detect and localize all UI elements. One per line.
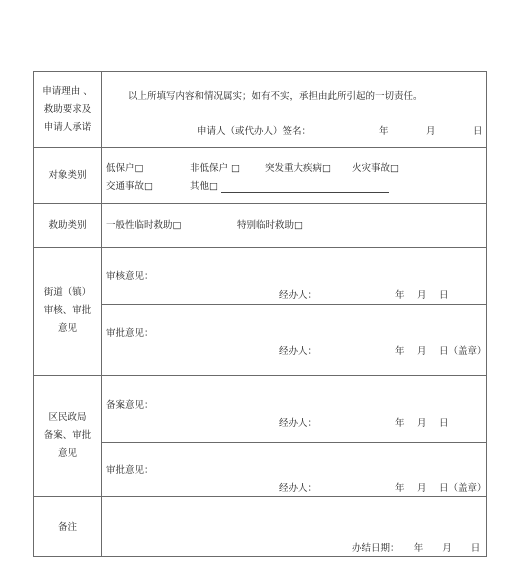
- district-filing-handler: 经办人：: [279, 418, 318, 429]
- option-other[interactable]: 其他□: [190, 181, 218, 192]
- row-divider: [34, 147, 486, 148]
- label-text: 救助类别: [48, 219, 87, 231]
- signature-label: 申请人（或代办人）签名：: [197, 126, 312, 137]
- district-approve-handler: 经办人：: [279, 483, 318, 494]
- street-opinion-label: [34, 247, 101, 375]
- completion-date: 办结日期： 年 月 日: [352, 543, 481, 554]
- street-approve-date: 年 月 日（盖章）: [395, 346, 487, 357]
- remarks-label: [34, 496, 101, 558]
- street-review-date: 年 月 日: [395, 290, 449, 301]
- row-divider: [34, 247, 486, 248]
- assistance-category-label: [34, 203, 101, 247]
- district-approve-label: 审批意见：: [106, 465, 154, 476]
- row-divider: [34, 375, 486, 376]
- column-divider: [101, 72, 102, 556]
- street-approve-label: 审批意见：: [106, 328, 154, 339]
- label-line: 意见: [57, 323, 77, 334]
- commitment-statement: 以上所填写内容和情况属实；如有不实，承担由此所引起的一切责任。: [128, 91, 423, 102]
- label-line: 审核、审批: [43, 305, 92, 316]
- label-line: 申请理由 、: [42, 85, 93, 97]
- option-general-assistance[interactable]: 一般性临时救助□: [106, 220, 182, 231]
- label-line: 申请人承诺: [43, 121, 92, 133]
- row-divider: [34, 203, 486, 204]
- option-traffic-accident[interactable]: 交通事故□: [106, 181, 153, 192]
- label-line: 街道（镇）: [43, 287, 92, 298]
- label-text: 备注: [57, 521, 77, 533]
- application-row-label: [34, 72, 101, 147]
- option-major-illness[interactable]: 突发重大疾病□: [265, 163, 331, 174]
- label-line: 意见: [57, 447, 77, 459]
- label-line: 救助要求及: [43, 103, 92, 115]
- assistance-application-form: [33, 71, 487, 557]
- option-fire-accident[interactable]: 火灾事故□: [352, 163, 399, 174]
- label-line: 备案、审批: [43, 429, 92, 441]
- district-filing-label: 备案意见：: [106, 400, 154, 411]
- street-review-label: 审核意见：: [106, 271, 154, 282]
- option-special-assistance[interactable]: 特别临时救助□: [237, 220, 303, 231]
- row-divider: [34, 496, 486, 497]
- target-category-label: [34, 147, 101, 203]
- label-text: 对象类别: [48, 169, 87, 181]
- street-approve-handler: 经办人：: [279, 346, 318, 357]
- row-divider: [101, 442, 486, 443]
- month-label: 月: [426, 126, 436, 137]
- street-review-handler: 经办人：: [279, 290, 318, 301]
- label-line: 区民政局: [48, 411, 87, 423]
- other-input-line[interactable]: [221, 192, 389, 193]
- district-filing-date: 年 月 日: [395, 418, 449, 429]
- row-divider: [101, 304, 486, 305]
- district-opinion-label: [34, 375, 101, 496]
- district-approve-date: 年 月 日（盖章）: [395, 483, 487, 494]
- day-label: 日: [473, 126, 483, 137]
- year-label: 年: [379, 126, 389, 137]
- option-non-low-income[interactable]: 非低保户 □: [190, 163, 240, 174]
- option-low-income[interactable]: 低保户□: [106, 163, 144, 174]
